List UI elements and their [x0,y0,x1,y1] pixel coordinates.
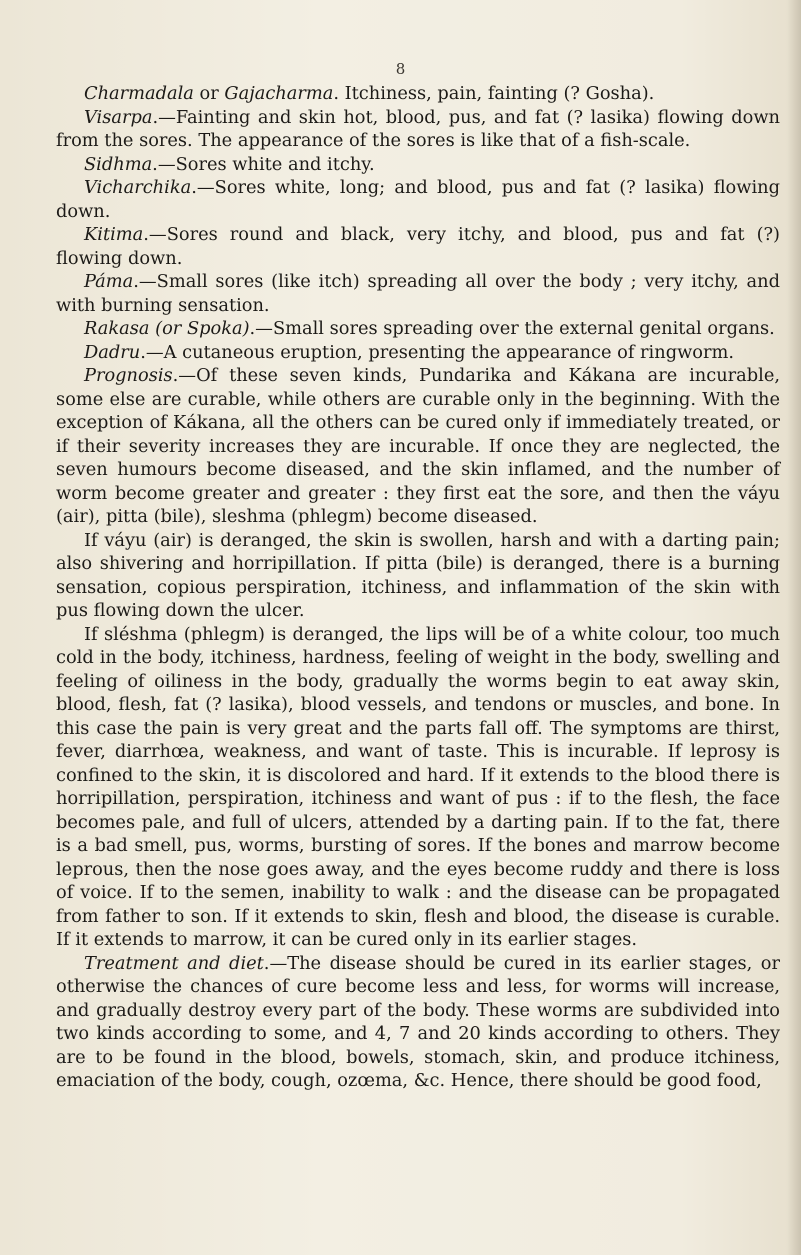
paragraph-dadru [56,341,780,365]
term-heading: Kitima [84,224,144,245]
paragraph-rakasa [56,317,780,341]
paragraph-body: .—Small sores spreading over the external genital organs. [249,318,775,339]
paragraph-vayu [56,529,780,623]
term-heading: Visarpa [84,106,153,128]
term-heading: Sidhma [84,153,153,175]
paragraph-body: .—Small sores (like itch) spreading all over the body ; very itchy, and with burning sensation. [56,271,780,316]
paragraph-body: .—A cutaneous eruption, presenting the appearance of ringworm. [140,341,735,363]
paragraph-body: If sléshma (phlegm) is deranged, the lips will be of a white colour, too much cold in the body, itchiness, hardness, feeling of weight in the body, swelling and feeling of oiliness in the body, gradually the worms begin to eat away skin, blood, flesh, fat (? lasika), blood vessels, and tendons or muscles, and bone. In this case the pain is very great and the parts fall off. The symptoms are thirst, fever, diarrhœa, weakness, and want of taste. This is incurable. If leprosy is confined to the skin, it is discolored and hard. If it extends to the blood there is horripillation, perspiration, itchiness and want of pus : if to the flesh, the face becomes pale, and full of ulcers, attended by a darting pain. If to the fat, there is a bad smell, pus, worms, bursting of sores. If the bones and marrow become leprous, then the nose goes away, and the eyes become ruddy and there is loss of voice. If to the semen, inability to walk : and the disease can be propagated from father to son. If it extends to skin, flesh and blood, the disease is curable. If it extends to marrow, it can be cured only in its earlier stages. [56,623,780,950]
paragraph-charmadala: Charmadala or Gajacharma. Itchiness, pain, fainting (? Gosha). [84,83,655,104]
page-number: 8 [395,60,406,78]
page-text [56,82,780,1093]
paragraph-body: .—Sores round and black, very itchy, and blood, pus and fat (?) flowing down. [56,224,780,269]
paragraph-sleshma [56,623,780,952]
paragraph-vicharchika [56,176,780,223]
term-heading: Páma [84,271,134,292]
paragraph-kitima [56,223,780,270]
term-heading: Treatment and diet [84,952,264,974]
paragraph-body: .—Of these seven kinds, Pundarika and Kákana are incurable, some else are curable, while others are curable only in the beginning. With the exception of Kákana, all the others can be cured only if immediately treated, or if their severity increases they are incurable. If once they are neglected, the seven humours become diseased, and the skin inflamed, and the number of worm become greater and greater : they first eat the sore, and then the váyu (air), pitta (bile), sleshma (phlegm) become diseased. [56,365,780,527]
paragraph-body: .—Fainting and skin hot, blood, pus, and fat (? lasika) flowing down from the sores. The appearance of the sores is like that of a fish-scale. [56,106,780,151]
page-edge-shadow [787,0,801,1255]
paragraph-sidhma [56,153,780,177]
paragraph-pama [56,270,780,317]
term-heading: Rakasa (or Spoka) [84,318,250,339]
term-heading: Prognosis [84,365,173,386]
paragraph-body: If váyu (air) is deranged, the skin is swollen, harsh and with a darting pain; also shivering and horripillation. If pitta (bile) is deranged, there is a burning sensation, copious perspiration, itchiness, and inflammation of the skin with pus flowing down the ulcer. [56,529,780,621]
paragraph-body: .—The disease should be cured in its earlier stages, or otherwise the chances of cure become less and less, for worms will increase, and gradually destroy every part of the body. These worms are subdivided into two kinds according to some, and 4, 7 and 20 kinds according to others. They are to be found in the blood, bowels, stomach, skin, and produce itchiness, emaciation of the body, cough, ozœma, &c. Hence, there should be good food, [56,952,780,1091]
paragraph-body: .—Sores white, long; and blood, pus and fat (? lasika) flowing down. [56,177,780,222]
term-heading: Dadru [84,341,141,363]
paragraph-prognosis [56,364,780,529]
term-heading: Gajacharma [224,83,334,104]
term-heading: Vicharchika [84,177,192,198]
paragraph-body: .—Sores white and itchy. [152,153,375,175]
paragraph-visarpa [56,106,780,153]
term-heading: Charmadala [84,83,194,104]
paragraph-body: . Itchiness, pain, fainting (? Gosha). [333,83,655,104]
paragraph-treatment [56,952,780,1093]
